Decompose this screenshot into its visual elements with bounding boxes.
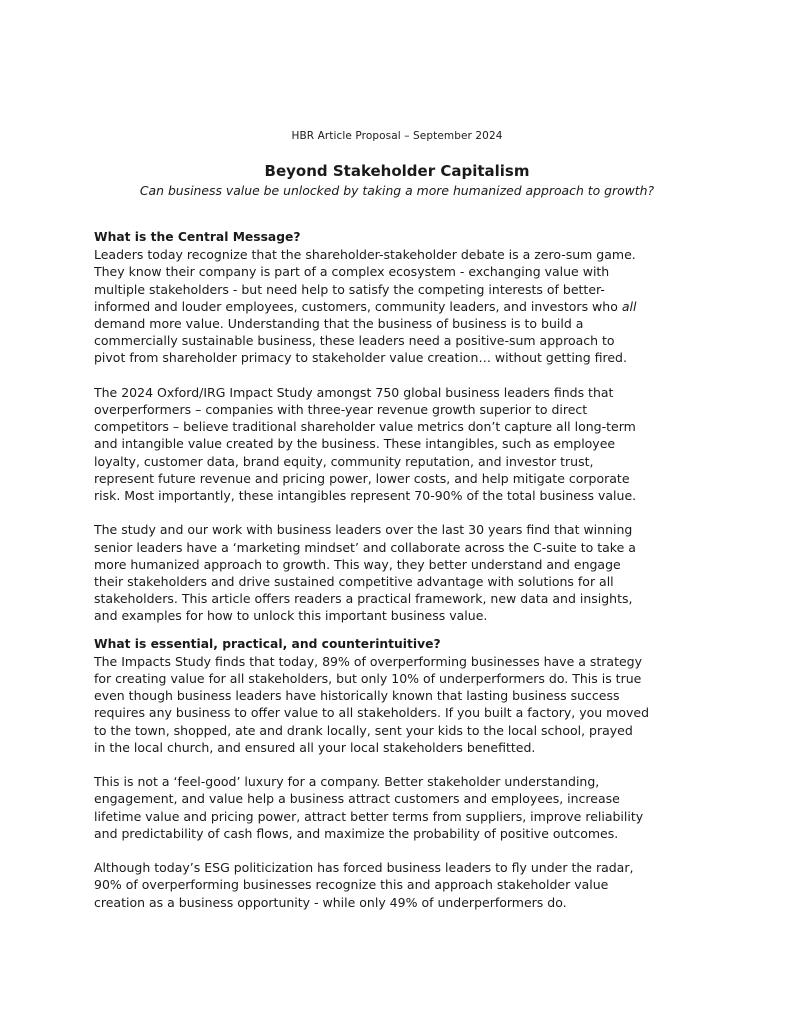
text-line: in the local church, and ensured all your local stakeholders benefitted. bbox=[94, 739, 536, 755]
text-line: loyalty, customer data, brand equity, community reputation, and investor trust, bbox=[94, 453, 594, 469]
text-line: demand more value. Understanding that the business of business is to build a bbox=[94, 316, 584, 332]
text-line: multiple stakeholders - but need help to satisfy the competing interests of better- bbox=[94, 281, 605, 297]
paragraph bbox=[94, 246, 700, 366]
text-line: for creating value for all stakeholders, but only 10% of underperformers do. This is true bbox=[94, 671, 642, 687]
text-line: and predictability of cash flows, and maximize the probability of positive outcomes. bbox=[94, 825, 619, 841]
document-subtitle: Can business value be unlocked by taking a more humanized approach to growth? bbox=[139, 183, 655, 198]
paragraph bbox=[94, 773, 700, 842]
text-run: informed and louder employees, customers, community leaders, and investors who bbox=[94, 298, 622, 314]
text-line: requires any business to offer value to all stakeholders. If you built a factory, you moved bbox=[94, 705, 650, 721]
text-line: Leaders today recognize that the shareholder-stakeholder debate is a zero-sum game. bbox=[94, 247, 636, 263]
document-title: Beyond Stakeholder Capitalism bbox=[264, 162, 530, 180]
text-line: lifetime value and pricing power, attract better terms from suppliers, improve reliability bbox=[94, 808, 644, 824]
text-line: The Impacts Study finds that today, 89% of overperforming businesses have a strategy bbox=[94, 653, 642, 669]
text-line: pivot from shareholder primacy to stakeholder value creation… without getting fired. bbox=[94, 350, 627, 366]
text-line: engagement, and value help a business attract customers and employees, increase bbox=[94, 791, 620, 807]
text-line: 90% of overperforming businesses recognize this and approach stakeholder value bbox=[94, 877, 609, 893]
text-line: senior leaders have a ‘marketing mindset’ and collaborate across the C-suite to take a bbox=[94, 539, 636, 555]
paragraph bbox=[94, 653, 700, 756]
section-heading: What is the Central Message? bbox=[94, 230, 301, 244]
text-line: The 2024 Oxford/IRG Impact Study amongst 750 global business leaders finds that bbox=[94, 384, 614, 400]
text-line: They know their company is part of a complex ecosystem - exchanging value with bbox=[94, 264, 610, 280]
text-line: their stakeholders and drive sustained competitive advantage with solutions for all bbox=[94, 574, 614, 590]
text-line: even though business leaders have historically known that lasting business success bbox=[94, 688, 620, 704]
text-line: The study and our work with business leaders over the last 30 years find that winning bbox=[94, 522, 633, 538]
text-line: represent future revenue and pricing power, lower costs, and help mitigate corporate bbox=[94, 470, 630, 486]
text-line: competitors – believe traditional shareholder value metrics don’t capture all long-term bbox=[94, 419, 636, 435]
text-line: commercially sustainable business, these leaders need a positive-sum approach to bbox=[94, 333, 615, 349]
text-line: to the town, shopped, ate and drank locally, sent your kids to the local school, prayed bbox=[94, 722, 633, 738]
text-line bbox=[94, 298, 700, 315]
emphasis-text: all bbox=[621, 298, 637, 314]
section-heading: What is essential, practical, and counterintuitive? bbox=[94, 636, 441, 651]
text-line: creation as a business opportunity - while only 49% of underperformers do. bbox=[94, 894, 567, 910]
text-line: more humanized approach to growth. This way, they better understand and engage bbox=[94, 556, 621, 572]
paragraph bbox=[94, 859, 700, 911]
document-header: HBR Article Proposal – September 2024 bbox=[291, 130, 503, 142]
text-line: stakeholders. This article offers readers a practical framework, new data and insights, bbox=[94, 591, 633, 607]
text-line: Although today’s ESG politicization has forced business leaders to fly under the radar, bbox=[94, 860, 634, 876]
text-line: This is not a ‘feel-good’ luxury for a company. Better stakeholder understanding, bbox=[94, 774, 600, 790]
text-line: risk. Most importantly, these intangibles represent 70-90% of the total business value. bbox=[94, 488, 637, 504]
text-line: and intangible value created by the business. These intangibles, such as employee bbox=[94, 436, 616, 452]
text-line: and examples for how to unlock this important business value. bbox=[94, 608, 488, 624]
document-body bbox=[94, 229, 700, 928]
text-line: overperformers – companies with three-year revenue growth superior to direct bbox=[94, 402, 588, 418]
paragraph bbox=[94, 384, 700, 504]
paragraph bbox=[94, 521, 700, 624]
